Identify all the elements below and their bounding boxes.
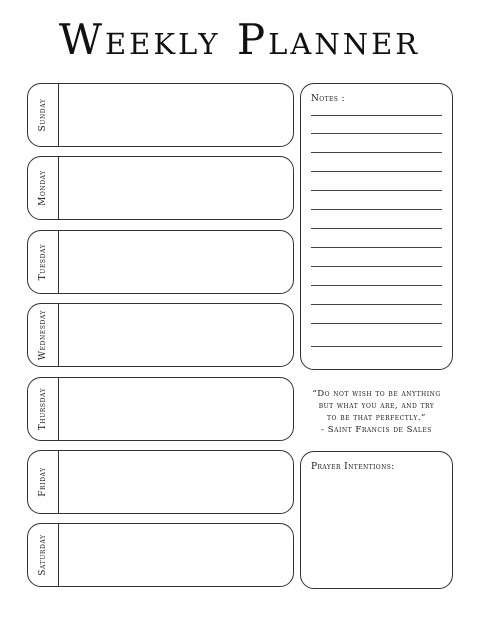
day-label-column	[28, 84, 59, 146]
friday-writing-area[interactable]	[59, 451, 293, 513]
saturday-writing-area[interactable]	[59, 524, 293, 586]
thursday-writing-area[interactable]	[59, 378, 293, 440]
prayer-intentions-box	[300, 451, 453, 589]
day-box-friday	[27, 450, 294, 514]
quote-line: to be that perfectly.”	[327, 413, 426, 423]
day-label-column	[28, 451, 59, 513]
monday-writing-area[interactable]	[59, 157, 293, 219]
notes-line	[311, 228, 442, 229]
day-box-monday	[27, 156, 294, 220]
notes-line	[311, 247, 442, 248]
day-label-tuesday: Tuesday	[38, 243, 48, 281]
day-label-column	[28, 157, 59, 219]
quote-line: but what you are, and try	[318, 401, 435, 411]
tuesday-writing-area[interactable]	[59, 231, 293, 293]
day-label-friday: Friday	[38, 467, 48, 497]
day-box-sunday	[27, 83, 294, 147]
prayer-writing-area[interactable]	[301, 476, 452, 588]
quote-block	[300, 388, 453, 436]
notes-line	[311, 190, 442, 191]
notes-line	[311, 133, 442, 134]
day-label-monday: Monday	[38, 170, 48, 206]
day-box-tuesday	[27, 230, 294, 294]
page-title: Weekly Planner	[58, 15, 421, 64]
day-label-column	[28, 304, 59, 366]
notes-heading: Notes :	[311, 94, 345, 104]
notes-line	[311, 152, 442, 153]
day-label-column	[28, 524, 59, 586]
notes-line	[311, 285, 442, 286]
quote-line: “Do not wish to be anything	[312, 389, 441, 399]
day-label-saturday: Saturday	[38, 534, 48, 576]
day-label-column	[28, 231, 59, 293]
day-label-column	[28, 378, 59, 440]
notes-line	[311, 323, 442, 324]
notes-line	[311, 171, 442, 172]
notes-line	[311, 209, 442, 210]
day-label-sunday: Sunday	[38, 98, 48, 132]
wednesday-writing-area[interactable]	[59, 304, 293, 366]
notes-line	[311, 346, 442, 347]
notes-box[interactable]	[300, 83, 453, 370]
day-label-wednesday: Wednesday	[38, 309, 48, 361]
quote-attribution: - Saint Francis de Sales	[321, 425, 432, 435]
day-box-wednesday	[27, 303, 294, 367]
notes-line	[311, 266, 442, 267]
notes-line	[311, 115, 442, 116]
day-box-thursday	[27, 377, 294, 441]
day-label-thursday: Thursday	[38, 387, 48, 431]
prayer-intentions-heading: Prayer Intentions:	[311, 462, 395, 472]
notes-line	[311, 304, 442, 305]
sunday-writing-area[interactable]	[59, 84, 293, 146]
day-box-saturday	[27, 523, 294, 587]
